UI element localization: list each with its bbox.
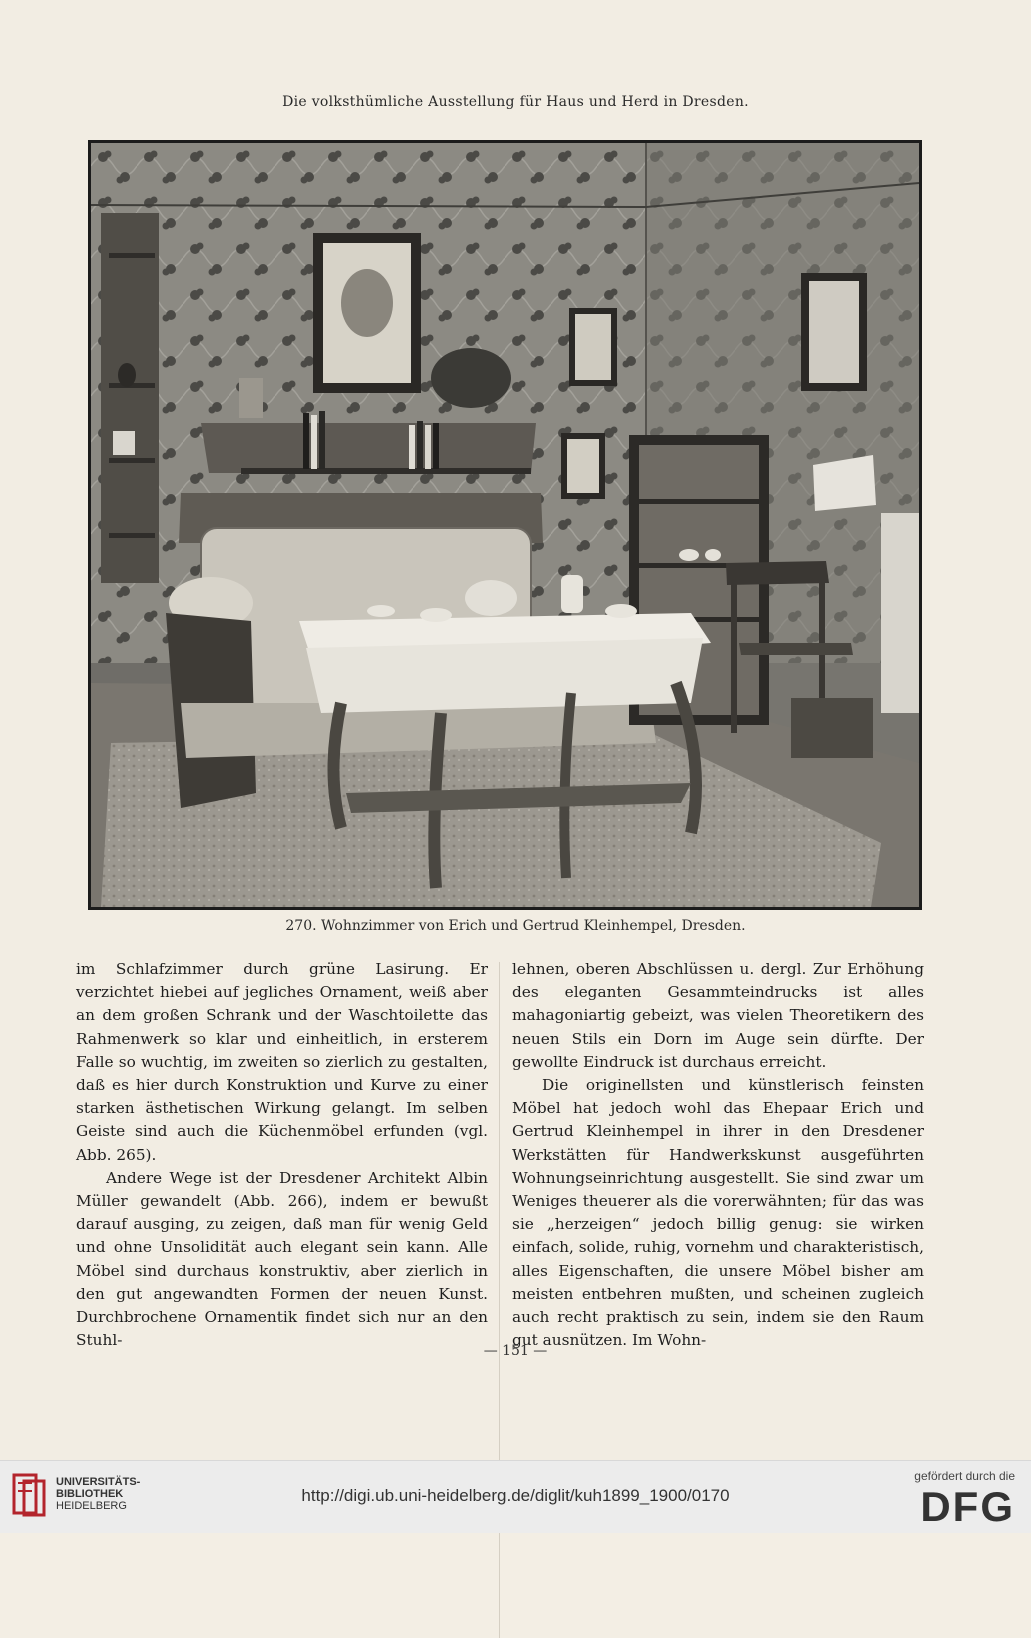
running-head: Die volksthümliche Ausstellung für Haus und Herd in Dresden. [282, 94, 749, 110]
right-paragraph-2: Die originellsten und künstlerisch feinsten Möbel hat jedoch wohl das Ehepaar Erich und Gertrud Kleinhempel in ihrer in den Dresdener Werkstätten für Handwerkskunst ausgeführten Wohnungseinrichtung ausgestellt. Sie sind zwar um Weniges theuerer als die vorerwähnten; für das was sie „herzeigen“ jedoch billig genug: sie wirken einfach, solide, ruhig, vornehm und charakteristisch, alles Eigenschaften, die unsere Möbel bisher am meisten entbehren mußten, und scheinen zugleich auch recht praktisch zu sein, indem sie den Raum gut ausnützen. Im Wohn- [512, 1076, 924, 1350]
room-illustration [91, 143, 919, 907]
viewer-footer [0, 1460, 1031, 1533]
interior-photograph [88, 140, 922, 910]
right-column [512, 958, 924, 1352]
right-paragraph-1: lehnen, oberen Abschlüssen u. dergl. Zur Erhöhung des eleganten Gesammteindrucks ist alles mahagoniartig gebeizt, was vielen Theoretikern des neuen Stils ein Dorn im Auge sein dürfte. Der gewollte Eindruck ist durchaus erreicht. [512, 960, 924, 1071]
left-column [76, 958, 488, 1352]
page-number: — 151 — [483, 1343, 548, 1359]
dfg-funding-label: gefördert durch die [914, 1469, 1015, 1483]
dfg-logo[interactable]: DFG [920, 1483, 1015, 1530]
left-paragraph-1: im Schlafzimmer durch grüne Lasirung. Er verzichtet hiebei auf jegliches Ornament, weiß aber an dem großen Schrank und der Waschtoilette das Rahmenwerk so klar und einheitlich, in ersterem Falle so wuchtig, im zweiten so zierlich zu gestalten, daß es hier durch Konstruktion und Kurve zu einer starken ästhetischen Wirkung gelangt. Im selben Geiste sind auch die Küchenmöbel erfunden (vgl. Abb. 265). [76, 960, 488, 1164]
column-rule [499, 962, 500, 1638]
uni-line-2: BIBLIOTHEK [56, 1488, 124, 1500]
uni-line-1: UNIVERSITÄTS- [56, 1476, 141, 1488]
figure-caption: 270. Wohnzimmer von Erich und Gertrud Kleinhempel, Dresden. [285, 918, 746, 934]
uni-line-3: HEIDELBERG [56, 1500, 127, 1512]
permalink-url[interactable]: http://digi.ub.uni-heidelberg.de/diglit/kuh1899_1900/0170 [301, 1486, 730, 1505]
left-paragraph-2: Andere Wege ist der Dresdener Architekt Albin Müller gewandelt (Abb. 266), indem er bewußt darauf ausging, zu zeigen, daß man für wenig Geld und ohne Unsolidität auch elegant sein kann. Alle Möbel sind durchaus konstruktiv, aber zierlich in den gut angewandten Formen der neuen Kunst. Durchbrochene Ornamentik findet sich nur an den Stuhl- [76, 1168, 488, 1350]
